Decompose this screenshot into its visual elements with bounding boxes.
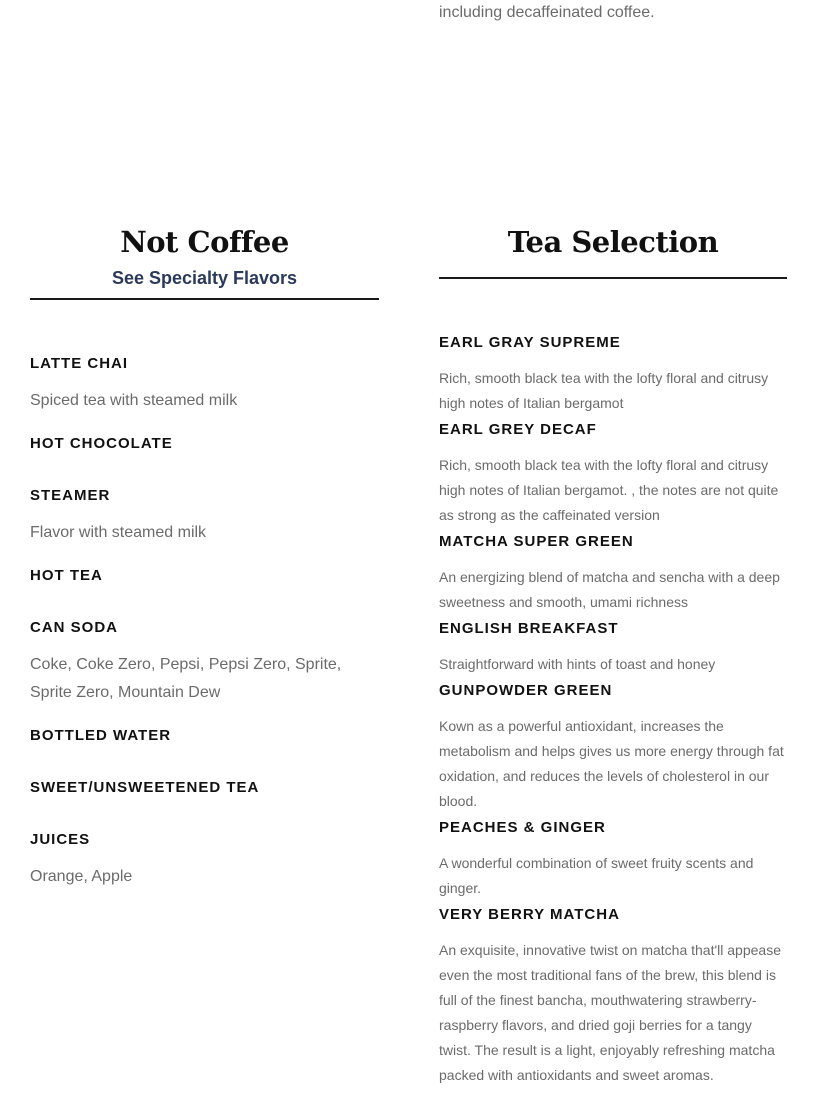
menu-item-hot-chocolate: HOT CHOCOLATE (30, 435, 173, 452)
menu-item-juices: JUICES (30, 831, 91, 848)
tea-item-peaches-ginger: PEACHES & GINGER (439, 819, 606, 836)
tea-item-earl-grey-decaf: EARL GREY DECAF (439, 421, 597, 438)
menu-item-sweet-unsweetened-tea: SWEET/UNSWEETENED TEA (30, 779, 260, 796)
tea-item-gunpowder-green: GUNPOWDER GREEN (439, 682, 613, 699)
coffee-description-tail: including decaffeinated coffee. (439, 4, 655, 21)
not-coffee-title: Not Coffee (120, 225, 289, 259)
menu-item-latte-chai-desc: Spiced tea with steamed milk (30, 392, 238, 409)
tea-item-peaches-ginger-desc: A wonderful combination of sweet fruity scents and ginger. (439, 855, 754, 896)
tea-item-matcha-super-green-desc: An energizing blend of matcha and sencha with a deep sweetness and smooth, umami richness (439, 569, 780, 610)
tea-item-matcha-super-green: MATCHA SUPER GREEN (439, 533, 634, 550)
menu-item-steamer: STEAMER (30, 487, 111, 504)
not-coffee-divider (30, 298, 379, 300)
menu-item-bottled-water: BOTTLED WATER (30, 727, 172, 744)
tea-item-very-berry-matcha: VERY BERRY MATCHA (439, 906, 620, 923)
tea-item-earl-gray-supreme: EARL GRAY SUPREME (439, 334, 621, 351)
tea-item-earl-grey-decaf-desc: Rich, smooth black tea with the lofty floral and citrusy high notes of Italian bergamot. , the notes are not quite as strong as the caffeinated version (439, 457, 779, 523)
tea-item-english-breakfast-desc: Straightforward with hints of toast and honey (439, 656, 716, 672)
see-specialty-flavors-link[interactable]: See Specialty Flavors (111, 268, 298, 288)
menu-item-latte-chai: LATTE CHAI (30, 355, 129, 372)
tea-item-earl-gray-supreme-desc: Rich, smooth black tea with the lofty floral and citrusy high notes of Italian bergamot (439, 370, 769, 411)
tea-item-gunpowder-green-desc: Kown as a powerful antioxidant, increases the metabolism and helps gives us more energy through fat oxidation, and reduces the levels of cholesterol in our blood. (439, 718, 784, 809)
menu-item-can-soda: CAN SODA (30, 619, 119, 636)
tea-item-very-berry-matcha-desc: An exquisite, innovative twist on matcha that'll appease even the most traditional fans of the brew, this blend is full of the finest bancha, mouthwatering strawberry-raspberry flavors, and dried goji berries for a tangy twist. The result is a light, enjoyably refreshing matcha packed with antioxidants and sweet aromas. (439, 942, 781, 1083)
menu-item-can-soda-desc: Coke, Coke Zero, Pepsi, Pepsi Zero, Sprite, Sprite Zero, Mountain Dew (30, 656, 342, 701)
menu-item-hot-tea: HOT TEA (30, 567, 103, 584)
tea-selection-divider (439, 277, 787, 279)
menu-item-steamer-desc: Flavor with steamed milk (30, 524, 207, 541)
tea-item-english-breakfast: ENGLISH BREAKFAST (439, 620, 619, 637)
tea-selection-title: Tea Selection (507, 225, 719, 259)
menu-item-juices-desc: Orange, Apple (30, 868, 133, 885)
